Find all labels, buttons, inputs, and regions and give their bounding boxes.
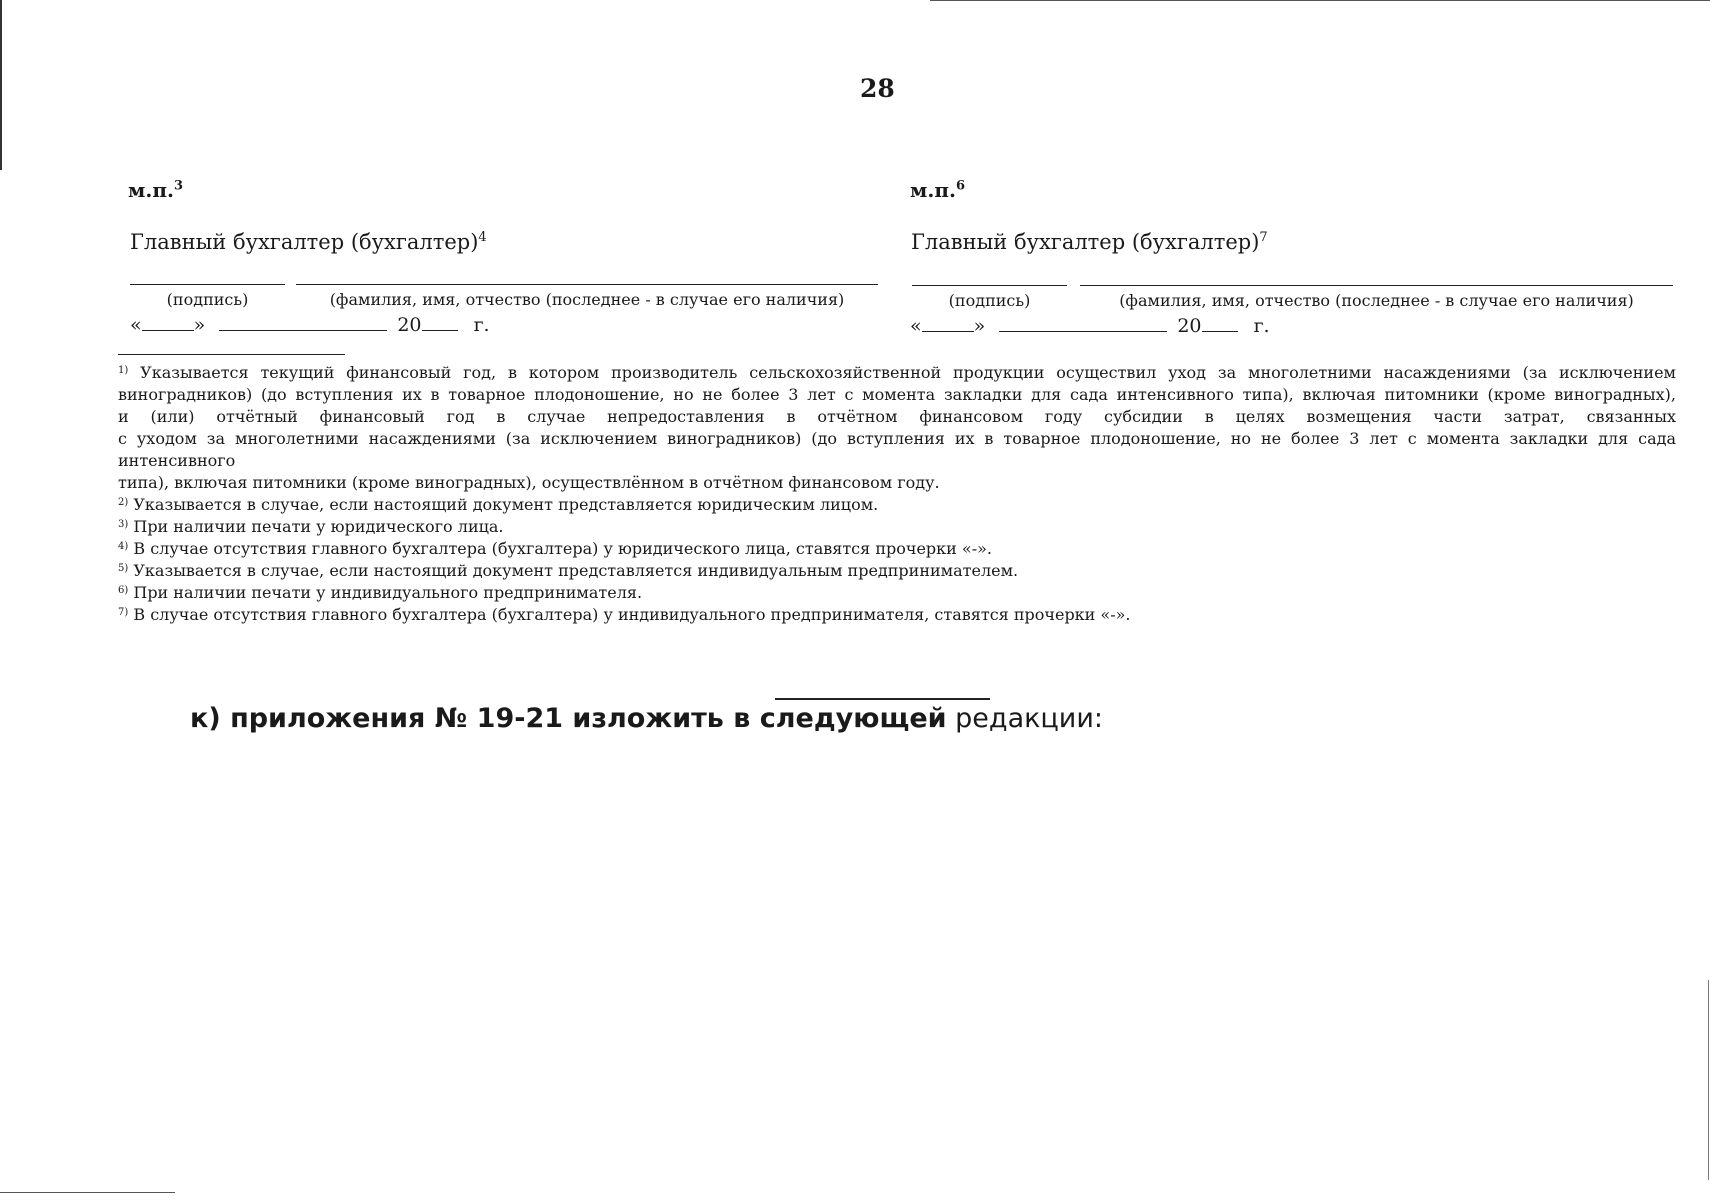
right-stamp-label: м.п.$^6$ xyxy=(910,178,965,202)
footnotes xyxy=(118,362,1676,626)
left-name-line xyxy=(296,284,878,285)
right-year-blank xyxy=(1202,314,1238,332)
right-date-row: « » 20 г. xyxy=(910,315,1270,337)
right-name-line xyxy=(1080,285,1673,286)
section-instruction: к) приложения № 19-21 изложить в следующей редакции: xyxy=(190,703,1104,734)
left-month-blank xyxy=(219,313,387,331)
left-signature-caption: (подпись) xyxy=(166,290,249,309)
right-edge-rule xyxy=(1708,980,1709,1180)
footnote-1-line: типа), включая питомники (кроме виноградных), осуществлённом в отчётном финансовом году. xyxy=(118,473,940,492)
footnote-1-line: и (или) отчётный финансовый год в случае непредоставления в отчётном финансовом году субсидии в целях возмещения части затрат, связанных xyxy=(118,407,1676,426)
right-signature-caption: (подпись) xyxy=(948,291,1031,310)
footnote-2: $^{2)}$ Указывается в случае, если настоящий документ представляется юридическим лицом. xyxy=(118,495,879,514)
right-day-blank xyxy=(922,314,974,332)
footnote-7: $^{7)}$ В случае отсутствия главного бухгалтера (бухгалтера) у индивидуального предпринимателя, ставятся прочерки «-». xyxy=(118,605,1131,624)
footnote-3-mark: 3) xyxy=(118,519,129,530)
left-stamp-label: м.п.$^3$ xyxy=(128,178,183,202)
left-stamp-footnote-ref: 3 xyxy=(173,178,183,194)
decorative-rule xyxy=(775,698,990,700)
right-name-caption: (фамилия, имя, отчество (последнее - в случае его наличия) xyxy=(1119,291,1634,310)
left-day-blank xyxy=(142,313,194,331)
footnote-6: $^{6)}$ При наличии печати у индивидуального предпринимателя. xyxy=(118,583,643,602)
footnote-1-mark: 1) xyxy=(118,365,129,376)
right-accountant-footnote-ref: 7 xyxy=(1259,230,1268,245)
footnote-2-mark: 2) xyxy=(118,497,129,508)
right-accountant-title: Главный бухгалтер (бухгалтер)$^7$ xyxy=(911,230,1268,254)
page-number: 28 xyxy=(860,74,895,103)
left-signature-line xyxy=(130,284,285,285)
footnote-4-mark: 4) xyxy=(118,541,129,552)
footnote-5: $^{5)}$ Указывается в случае, если настоящий документ представляется индивидуальным предпринимателем. xyxy=(118,561,1019,580)
footnote-3: $^{3)}$ При наличии печати у юридического лица. xyxy=(118,517,504,536)
footnote-1-line: с уходом за многолетними насаждениями (за исключением виноградников) (до вступления их в товарное плодоношение, но не более 3 лет с момента закладки для сада интенсивного xyxy=(118,429,1676,470)
footnote-6-mark: 6) xyxy=(118,585,129,596)
bottom-edge-rule xyxy=(0,1192,175,1193)
footnote-4: $^{4)}$ В случае отсутствия главного бухгалтера (бухгалтера) у юридического лица, ставятся прочерки «-». xyxy=(118,539,992,558)
page-edge xyxy=(0,0,2,170)
left-name-caption: (фамилия, имя, отчество (последнее - в случае его наличия) xyxy=(329,290,845,309)
left-year-blank xyxy=(422,313,458,331)
left-accountant-title: Главный бухгалтер (бухгалтер)$^4$ xyxy=(130,230,487,254)
footnote-1-line: виноградников) (до вступления их в товарное плодоношение, но не более 3 лет с момента закладки для сада интенсивного типа), включая питомники (кроме виноградных), xyxy=(118,385,1676,404)
top-edge-rule xyxy=(930,0,1710,1)
footnote-7-mark: 7) xyxy=(118,607,129,618)
right-month-blank xyxy=(999,314,1167,332)
right-stamp-footnote-ref: 6 xyxy=(955,178,965,194)
left-accountant-footnote-ref: 4 xyxy=(478,230,487,245)
footnote-1-line: $^{1)}$ Указывается текущий финансовый год, в котором производитель сельскохозяйственной продукции осуществил уход за многолетними насаждениями (за исключением xyxy=(118,363,1676,382)
footnote-5-mark: 5) xyxy=(118,563,129,574)
left-date-row: « » 20 г. xyxy=(130,314,490,336)
right-signature-line xyxy=(912,285,1067,286)
footnote-separator xyxy=(118,354,345,355)
